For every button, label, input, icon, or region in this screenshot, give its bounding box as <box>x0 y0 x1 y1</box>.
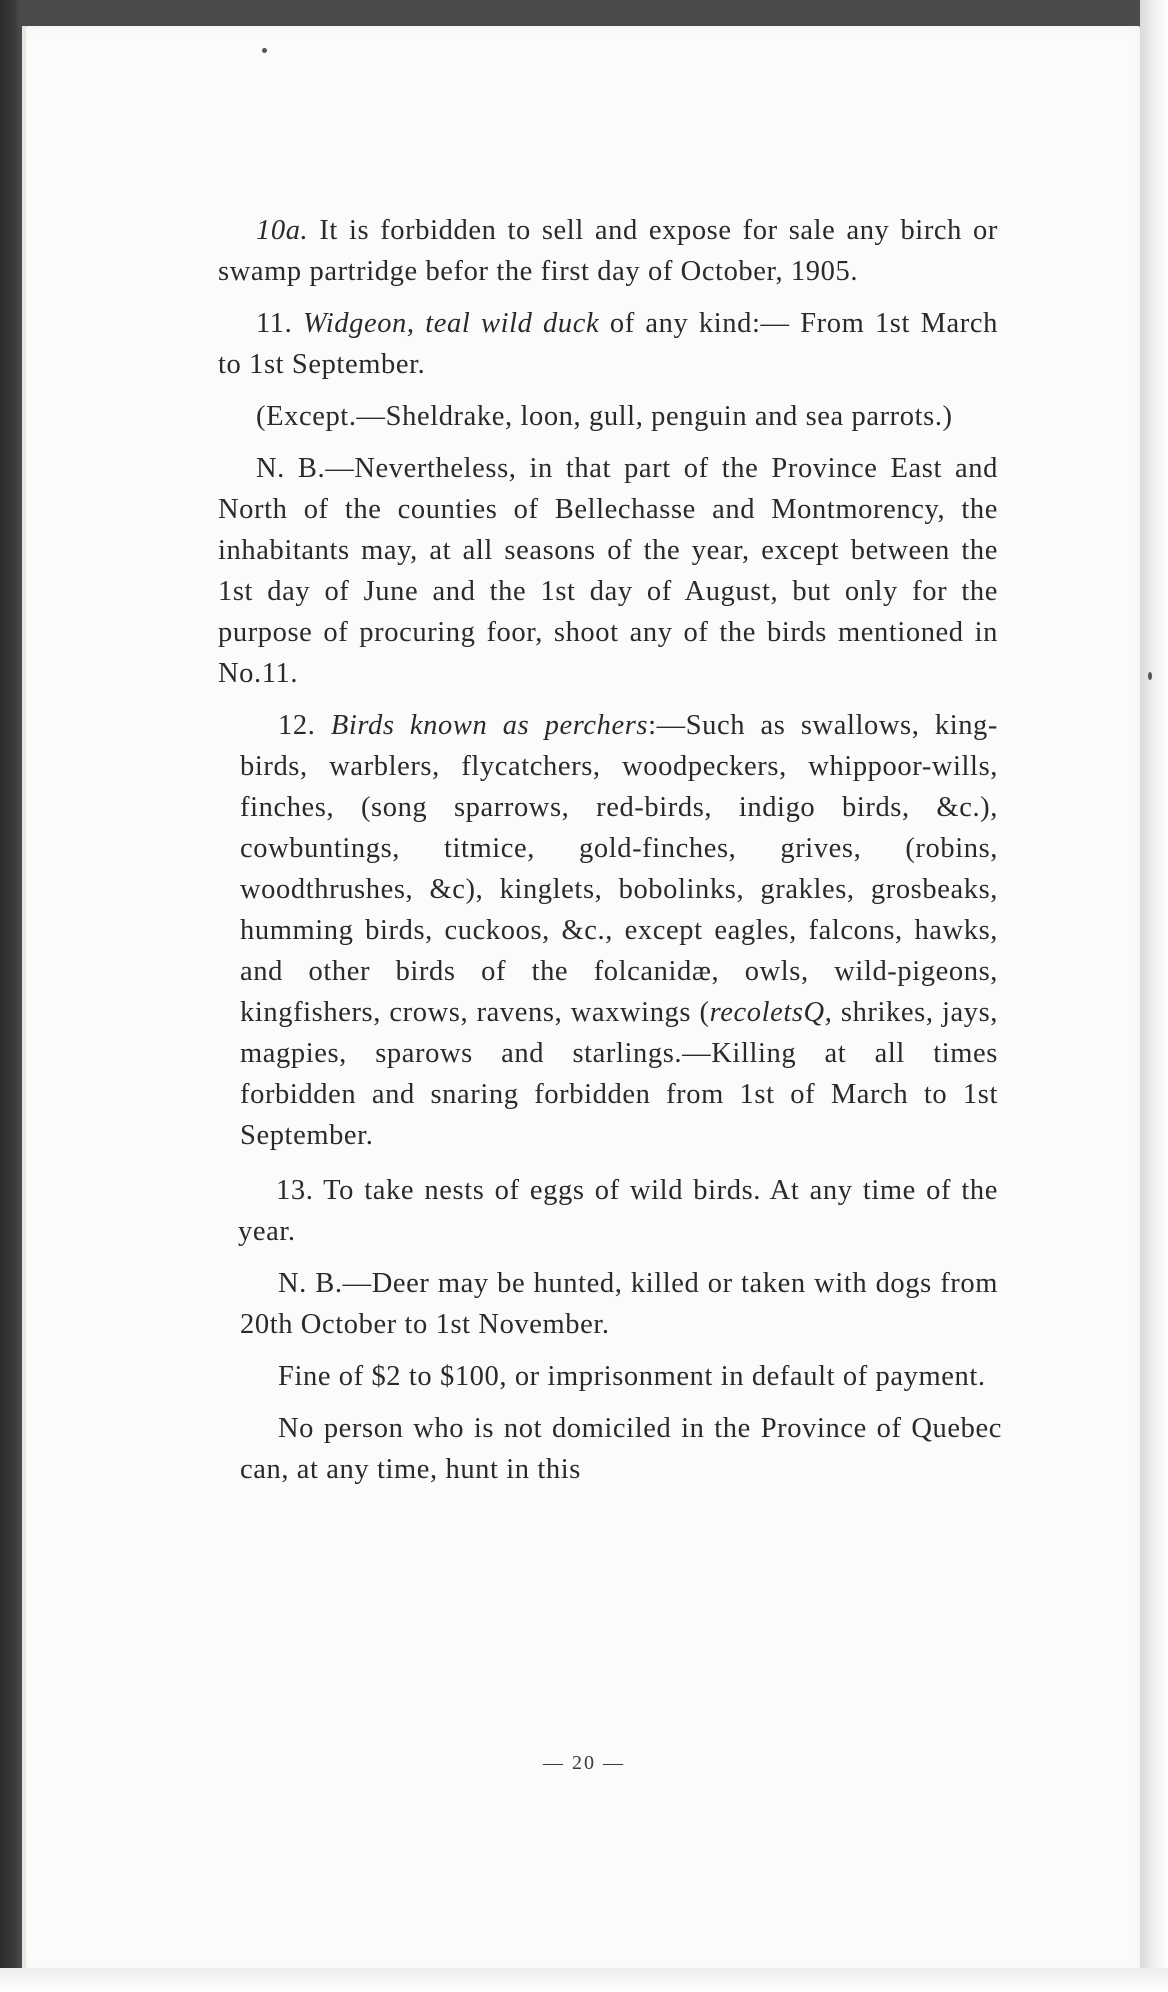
paragraph-11 <box>218 303 998 385</box>
paragraph-text: :—Such as swallows, king-birds, warblers, flycatchers, woodpeckers, whippoor-wills, finches, (song sparrows, red-birds, indigo birds, &c.), cowbuntings, titmice, gold-finches, grives, (robins, woodthrushes, &c), kinglets, bobolinks, grakles, grosbeaks, humming birds, cuckoos, &c., except eagles, falcons, hawks, and other birds of the folcanidæ, owls, wild-pigeons, kingfishers, crows, ravens, waxwings ( <box>240 710 998 1028</box>
italic-term: recoletsQ <box>709 997 825 1028</box>
paragraph-11-except: (Except.—Sheldrake, loon, gull, penguin and sea parrots.) <box>256 401 953 432</box>
section-number: 10a. <box>256 215 309 246</box>
paragraph-text: It is forbidden to sell and expose for sale any birch or swamp partridge befor the first day of October, 1905. <box>218 215 998 287</box>
page-edge <box>22 26 26 1972</box>
dust-speck <box>1148 672 1152 680</box>
section-heading: Widgeon, teal wild duck <box>302 308 600 339</box>
section-number: 12. <box>278 710 331 741</box>
paragraph-13: 13. To take nests of eggs of wild birds. At any time of the year. <box>238 1175 998 1247</box>
section-number: 11. <box>256 308 303 339</box>
paragraph-12 <box>240 705 998 1156</box>
paragraph-fine: Fine of $2 to $100, or imprisonment in default of payment. <box>278 1361 986 1392</box>
binding-shadow <box>1140 0 1168 1992</box>
paragraph-10a <box>218 210 998 292</box>
page-number: — 20 — <box>543 1752 625 1774</box>
dust-speck <box>262 48 267 53</box>
section-heading: Birds known as perchers <box>330 710 649 741</box>
paragraph-domicile: No person who is not domiciled in the Province of Quebec can, at any time, hunt in this <box>240 1413 1002 1485</box>
bottom-margin-strip <box>0 1968 1168 1992</box>
paragraph-13-note: N. B.—Deer may be hunted, killed or taken with dogs from 20th October to 1st November. <box>240 1268 998 1340</box>
paragraph-11-note: N. B.—Nevertheless, in that part of the Province East and North of the counties of Bellechasse and Montmorency, the inhabitants may, at all seasons of the year, except between the 1st day of June and the 1st day of August, but only for the purpose of procuring foor, shoot any of the birds mentioned in No.11. <box>218 453 998 689</box>
paragraph-text: , shrikes, jays, magpies, sparows and starlings.—Killing at all times forbidden and snaring forbidden from 1st of March to 1st September. <box>240 997 998 1151</box>
paragraph-text: of any kind:— From 1st March to 1st September. <box>218 308 998 380</box>
body-text <box>218 210 1002 1501</box>
